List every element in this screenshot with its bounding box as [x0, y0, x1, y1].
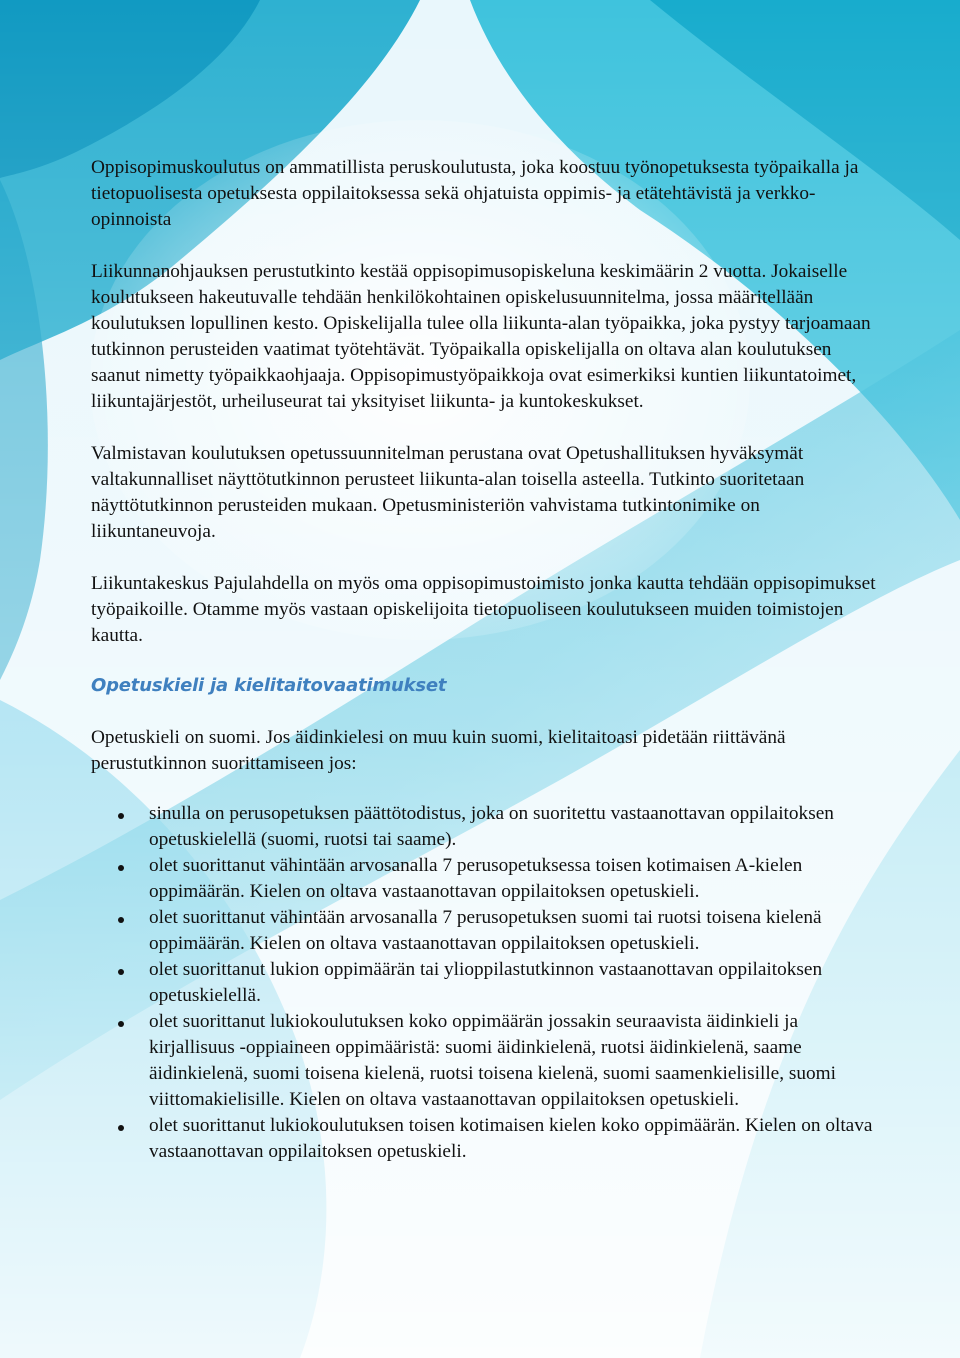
- document-body: [91, 155, 881, 1165]
- list-item: [91, 1009, 881, 1113]
- bullet-icon: [118, 865, 124, 871]
- list-item: [91, 801, 881, 853]
- bullet-icon: [118, 969, 124, 975]
- bullet-icon: [118, 1021, 124, 1027]
- list-item-text: sinulla on perusopetuksen päättötodistus, joka on suoritettu vastaanottavan oppilaitoksen opetuskielellä (suomi, ruotsi tai saame).: [149, 803, 834, 850]
- list-item-text: olet suorittanut lukiokoulutuksen toisen kotimaisen kielen koko oppimäärän. Kielen on oltava vastaanottavan oppilaitoksen opetuskieli.: [149, 1115, 873, 1162]
- list-item: [91, 905, 881, 957]
- list-item: [91, 853, 881, 905]
- list-item: [91, 1113, 881, 1165]
- list-item-text: olet suorittanut lukion oppimäärän tai ylioppilastutkinnon vastaanottavan oppilaitoksen opetuskielellä.: [149, 959, 823, 1006]
- list-item-text: olet suorittanut lukiokoulutuksen koko oppimäärän jossakin seuraavista äidinkieli ja kirjallisuus -oppiaineen oppimääristä: suomi äidinkielenä, ruotsi äidinkielenä, saame äidinkielenä, suomi toisena kielenä, ruotsi toisena kielenä, suomi saamenkielisille, suomi viittomakielisille. Kielen on oltava vastaanottavan oppilaitoksen opetuskieli.: [149, 1011, 837, 1110]
- bullet-icon: [118, 917, 124, 923]
- bullet-icon: [118, 1125, 124, 1131]
- language-intro: Opetuskieli on suomi. Jos äidinkielesi on muu kuin suomi, kielitaitoasi pidetään riittävänä perustutkinnon suorittamiseen jos:: [91, 727, 786, 774]
- curriculum-paragraph: Valmistavan koulutuksen opetussuunnitelman perustana ovat Opetushallituksen hyväksymät valtakunnalliset näyttötutkinnon perusteet liikunta-alan toisella asteella. Tutkinto suoritetaan näyttötutkinnon perusteiden mukaan. Opetusministeriön vahvistama tutkintonimike on liikuntaneuvoja.: [91, 443, 805, 542]
- bullet-icon: [118, 813, 124, 819]
- list-item-text: olet suorittanut vähintään arvosanalla 7 perusopetuksessa toisen kotimaisen A-kielen oppimäärän. Kielen on oltava vastaanottavan oppilaitoksen opetuskieli.: [149, 855, 803, 902]
- intro-paragraph: Oppisopimuskoulutus on ammatillista peruskoulutusta, joka koostuu työnopetuksesta työpaikalla ja tietopuolisesta opetuksesta oppilaitoksessa sekä ohjatuista oppimis- ja etätehtävistä ja verkko-opinnoista: [91, 157, 859, 230]
- list-item-text: olet suorittanut vähintään arvosanalla 7 perusopetuksen suomi tai ruotsi toisena kielenä oppimäärän. Kielen on oltava vastaanottavan oppilaitoksen opetuskieli.: [149, 907, 822, 954]
- office-paragraph: Liikuntakeskus Pajulahdella on myös oma oppisopimustoimisto jonka kautta tehdään oppisopimukset työpaikoille. Otamme myös vastaan opiskelijoita tietopuoliseen koulutukseen muiden toimistojen kautta.: [91, 573, 876, 646]
- duration-paragraph: Liikunnanohjauksen perustutkinto kestää oppisopimusopiskeluna keskimäärin 2 vuotta. Jokaiselle koulutukseen hakeutuvalle tehdään henkilökohtainen opiskelusuunnitelma, jossa määritellään koulutuksen lopullinen kesto. Opiskelijalla tulee olla liikunta-alan työpaikka, joka pystyy tarjoamaan tutkinnon perusteiden vaatimat työtehtävät. Työpaikalla opiskelijalla on oltava alan koulutuksen saanut nimetty työpaikkaohjaaja. Oppisopimustyöpaikkoja ovat esimerkiksi kuntien liikuntatoimet, liikuntajärjestöt, urheiluseurat tai yksityiset liikunta- ja kuntokeskukset.: [91, 261, 871, 412]
- requirements-list: [91, 801, 881, 1165]
- list-item: [91, 957, 881, 1009]
- section-heading: Opetuskieli ja kielitaitovaatimukset: [91, 675, 447, 696]
